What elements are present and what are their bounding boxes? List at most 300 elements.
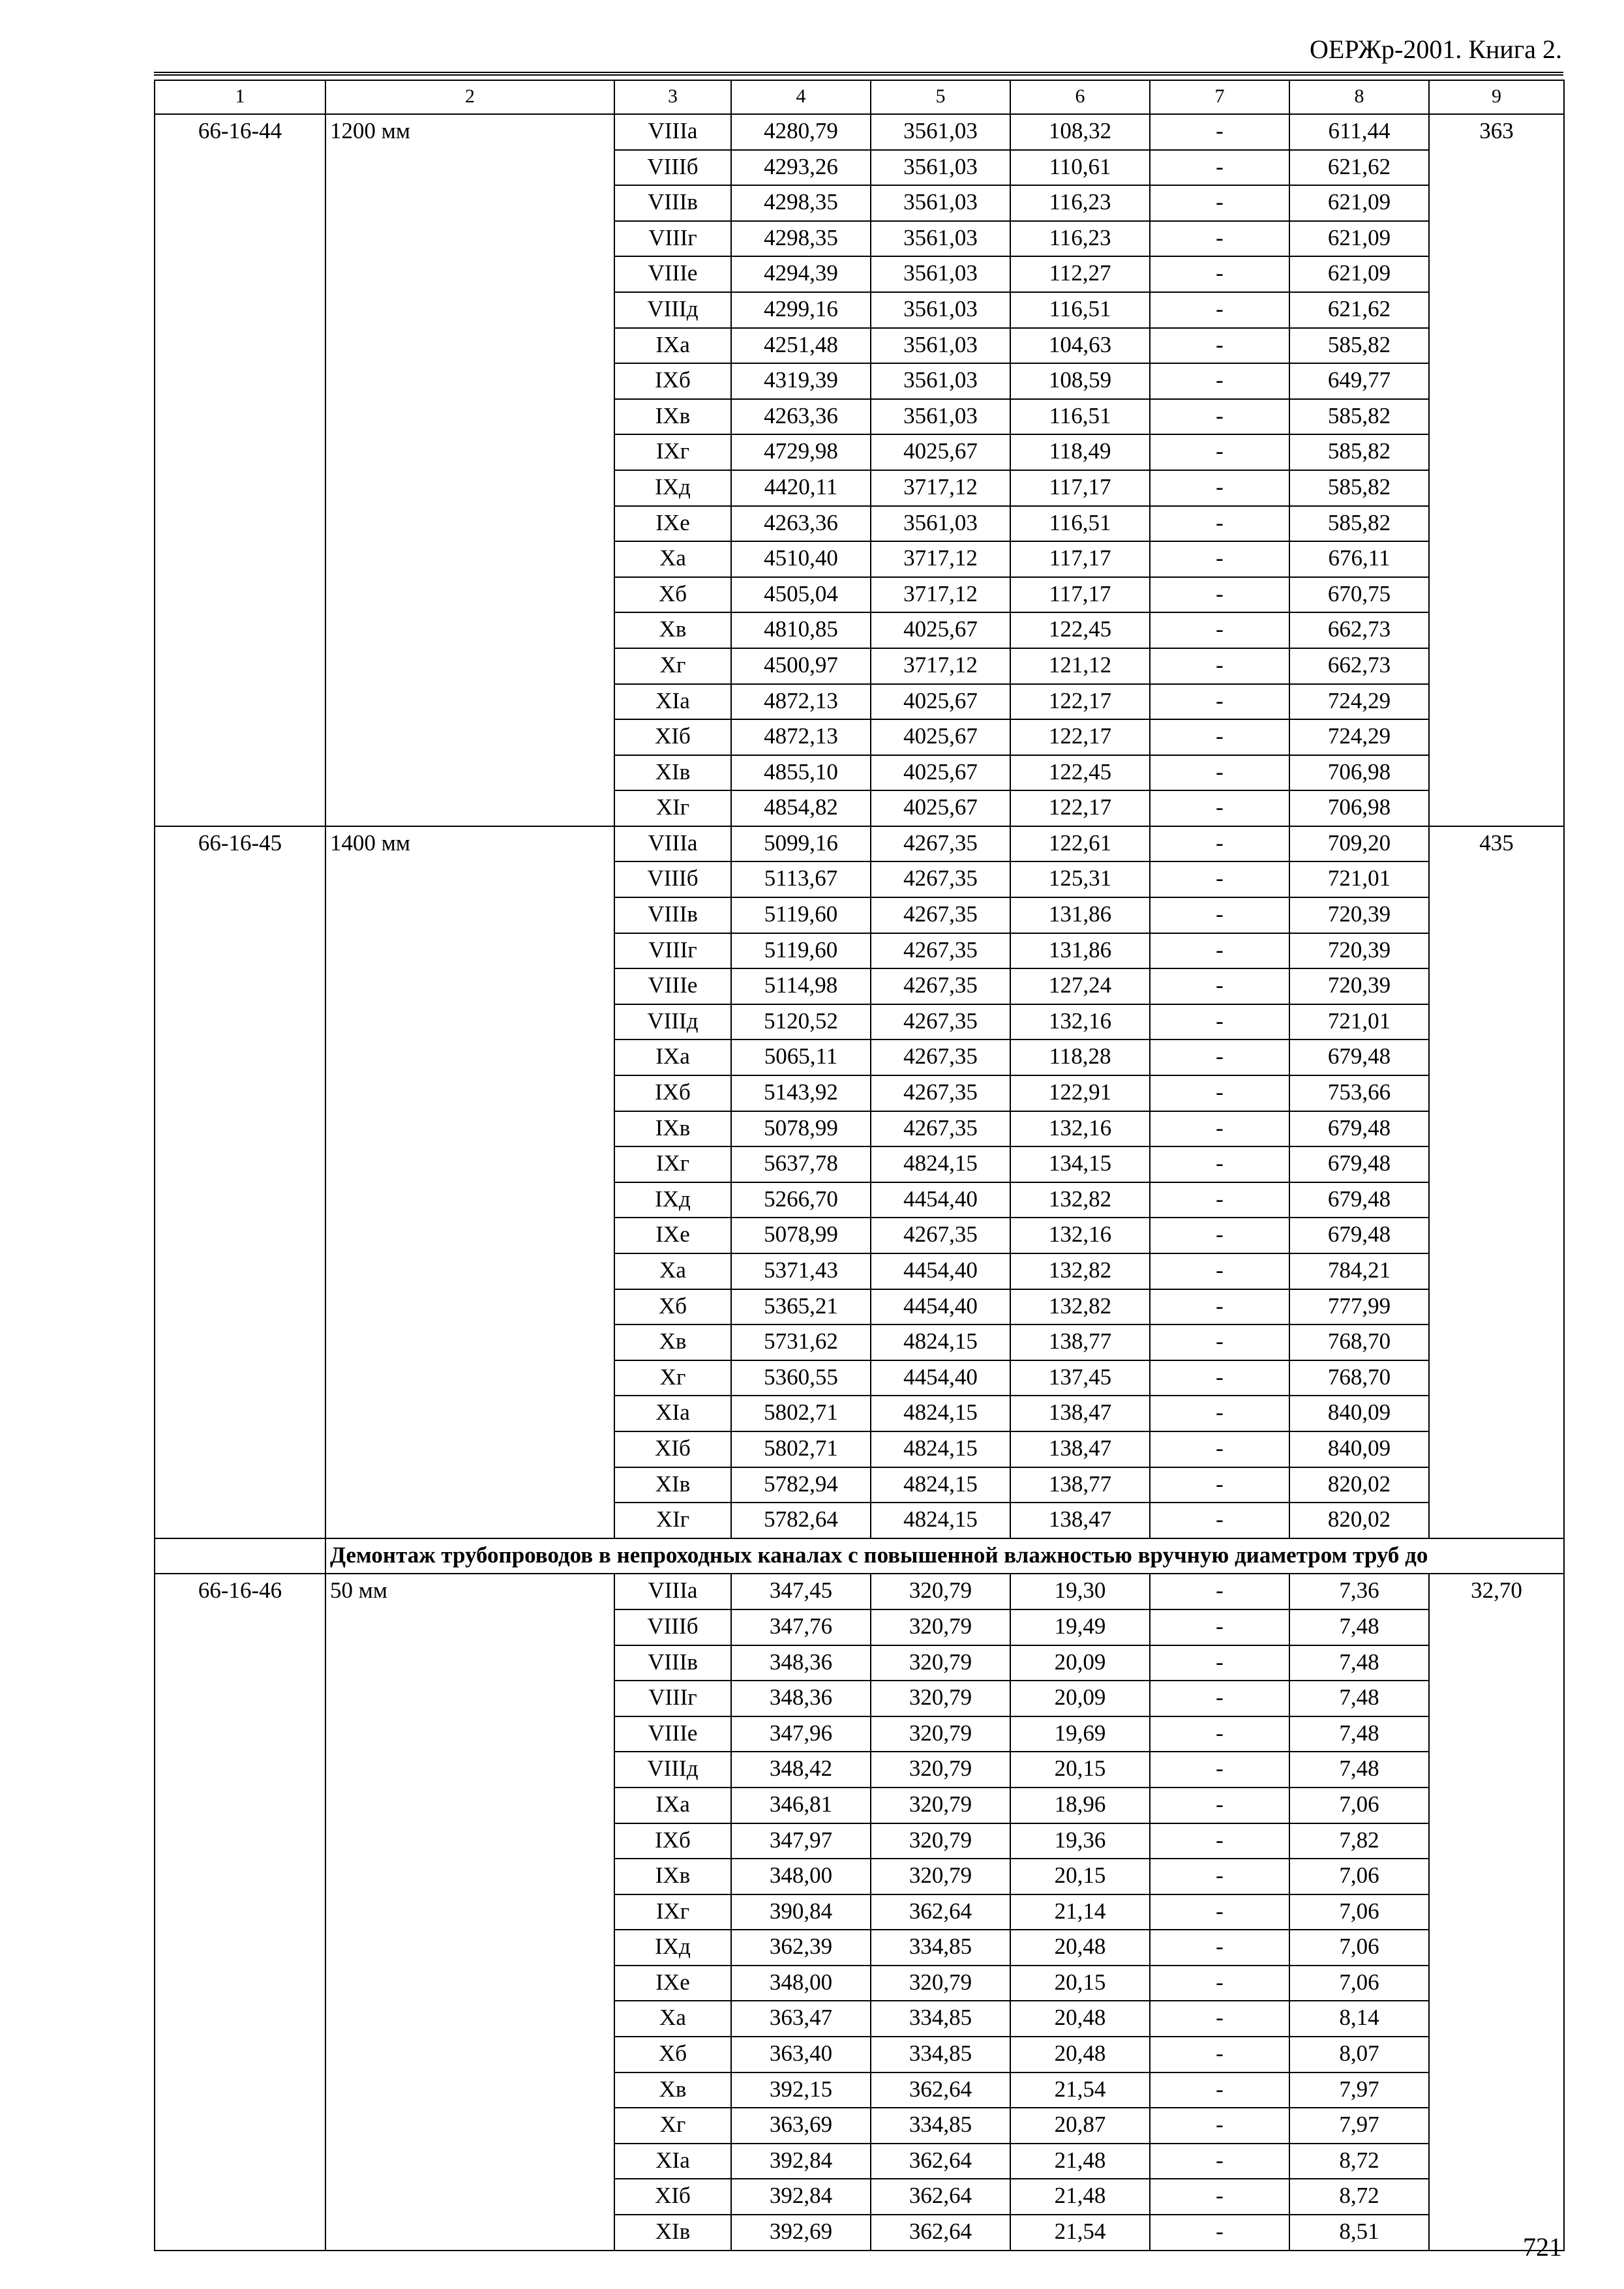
materials-cost-cell: 7,97 [1289, 2108, 1429, 2144]
zone-cell: VIIIа [614, 114, 731, 150]
driver-cost-cell: - [1150, 1823, 1289, 1859]
labor-cost-cell: 3561,03 [871, 256, 1010, 292]
machine-cost-cell: 138,77 [1010, 1324, 1150, 1360]
materials-cost-cell: 768,70 [1289, 1360, 1429, 1396]
zone-cell: Xб [614, 1289, 731, 1325]
labor-cost-cell: 320,79 [871, 1788, 1010, 1823]
zone-cell: Xб [614, 577, 731, 613]
machine-cost-cell: 20,48 [1010, 2001, 1150, 2037]
machine-cost-cell: 132,82 [1010, 1253, 1150, 1289]
zone-cell: VIIIд [614, 1004, 731, 1040]
materials-cost-cell: 8,72 [1289, 2144, 1429, 2179]
machine-cost-cell: 19,49 [1010, 1609, 1150, 1645]
machine-cost-cell: 20,15 [1010, 1966, 1150, 2001]
machine-cost-cell: 18,96 [1010, 1788, 1150, 1823]
driver-cost-cell: - [1150, 150, 1289, 186]
driver-cost-cell: - [1150, 1111, 1289, 1147]
driver-cost-cell: - [1150, 328, 1289, 364]
total-cost-cell: 5782,94 [731, 1467, 871, 1503]
materials-cost-cell: 777,99 [1289, 1289, 1429, 1325]
total-cost-cell: 5065,11 [731, 1040, 871, 1075]
materials-cost-cell: 8,07 [1289, 2037, 1429, 2072]
machine-cost-cell: 117,17 [1010, 470, 1150, 506]
rate-name: 1400 мм [325, 826, 614, 1538]
materials-cost-cell: 7,06 [1289, 1894, 1429, 1930]
rate-name: 1200 мм [325, 114, 614, 826]
labor-cost-cell: 4025,67 [871, 612, 1010, 648]
materials-cost-cell: 724,29 [1289, 684, 1429, 720]
zone-cell: IXв [614, 399, 731, 435]
materials-cost-cell: 649,77 [1289, 363, 1429, 399]
materials-cost-cell: 706,98 [1289, 755, 1429, 791]
zone-cell: Xг [614, 648, 731, 684]
machine-cost-cell: 21,54 [1010, 2215, 1150, 2251]
total-cost-cell: 5078,99 [731, 1111, 871, 1147]
total-cost-cell: 347,97 [731, 1823, 871, 1859]
driver-cost-cell: - [1150, 1431, 1289, 1467]
zone-cell: Xг [614, 2108, 731, 2144]
rates-table-body [155, 80, 1564, 2251]
driver-cost-cell: - [1150, 1503, 1289, 1538]
total-cost-cell: 347,76 [731, 1609, 871, 1645]
total-cost-cell: 348,36 [731, 1681, 871, 1716]
zone-cell: IXв [614, 1111, 731, 1147]
zone-cell: IXг [614, 1894, 731, 1930]
driver-cost-cell: - [1150, 1182, 1289, 1218]
driver-cost-cell: - [1150, 1467, 1289, 1503]
driver-cost-cell: - [1150, 1716, 1289, 1752]
total-cost-cell: 4298,35 [731, 221, 871, 257]
zone-cell: VIIIб [614, 1609, 731, 1645]
total-cost-cell: 4500,97 [731, 648, 871, 684]
document-title: ОЕРЖр-2001. Книга 2. [1310, 35, 1562, 64]
total-cost-cell: 5802,71 [731, 1431, 871, 1467]
materials-cost-cell: 768,70 [1289, 1324, 1429, 1360]
labor-cost-cell: 4025,67 [871, 790, 1010, 826]
machine-cost-cell: 138,47 [1010, 1396, 1150, 1431]
total-cost-cell: 5802,71 [731, 1396, 871, 1431]
labor-cost-cell: 4267,35 [871, 861, 1010, 897]
total-cost-cell: 392,84 [731, 2144, 871, 2179]
column-number-row [155, 80, 1564, 114]
driver-cost-cell: - [1150, 968, 1289, 1004]
machine-cost-cell: 132,16 [1010, 1111, 1150, 1147]
labor-hours-cell: 363 [1429, 114, 1564, 826]
labor-cost-cell: 4267,35 [871, 1004, 1010, 1040]
total-cost-cell: 4810,85 [731, 612, 871, 648]
driver-cost-cell: - [1150, 292, 1289, 328]
driver-cost-cell: - [1150, 1752, 1289, 1788]
labor-cost-cell: 3717,12 [871, 648, 1010, 684]
driver-cost-cell: - [1150, 861, 1289, 897]
machine-cost-cell: 122,17 [1010, 684, 1150, 720]
materials-cost-cell: 621,09 [1289, 256, 1429, 292]
total-cost-cell: 348,42 [731, 1752, 871, 1788]
zone-cell: XIб [614, 719, 731, 755]
machine-cost-cell: 20,87 [1010, 2108, 1150, 2144]
column-number-cell: 9 [1429, 80, 1564, 114]
driver-cost-cell: - [1150, 1218, 1289, 1253]
zone-cell: VIIIб [614, 861, 731, 897]
driver-cost-cell: - [1150, 185, 1289, 221]
labor-cost-cell: 3561,03 [871, 363, 1010, 399]
page-number: 721 [1523, 2232, 1562, 2262]
labor-cost-cell: 362,64 [871, 2179, 1010, 2215]
materials-cost-cell: 724,29 [1289, 719, 1429, 755]
table-row [155, 826, 1564, 862]
labor-cost-cell: 320,79 [871, 1859, 1010, 1894]
driver-cost-cell: - [1150, 1788, 1289, 1823]
total-cost-cell: 5365,21 [731, 1289, 871, 1325]
total-cost-cell: 4505,04 [731, 577, 871, 613]
driver-cost-cell: - [1150, 612, 1289, 648]
zone-cell: VIIIв [614, 185, 731, 221]
machine-cost-cell: 20,09 [1010, 1645, 1150, 1681]
total-cost-cell: 4299,16 [731, 292, 871, 328]
labor-cost-cell: 4025,67 [871, 755, 1010, 791]
machine-cost-cell: 132,16 [1010, 1004, 1150, 1040]
labor-cost-cell: 4025,67 [871, 434, 1010, 470]
zone-cell: IXд [614, 1930, 731, 1966]
zone-cell: Xа [614, 1253, 731, 1289]
machine-cost-cell: 118,49 [1010, 434, 1150, 470]
column-number-cell: 8 [1289, 80, 1429, 114]
labor-cost-cell: 362,64 [871, 1894, 1010, 1930]
column-number-cell: 4 [731, 80, 871, 114]
labor-cost-cell: 320,79 [871, 1681, 1010, 1716]
driver-cost-cell: - [1150, 256, 1289, 292]
machine-cost-cell: 20,15 [1010, 1752, 1150, 1788]
labor-cost-cell: 4025,67 [871, 684, 1010, 720]
labor-cost-cell: 362,64 [871, 2144, 1010, 2179]
labor-cost-cell: 4824,15 [871, 1146, 1010, 1182]
labor-cost-cell: 3561,03 [871, 506, 1010, 542]
driver-cost-cell: - [1150, 2215, 1289, 2251]
zone-cell: IXе [614, 506, 731, 542]
materials-cost-cell: 720,39 [1289, 897, 1429, 933]
materials-cost-cell: 840,09 [1289, 1396, 1429, 1431]
total-cost-cell: 363,40 [731, 2037, 871, 2072]
materials-cost-cell: 7,48 [1289, 1609, 1429, 1645]
section-empty-cell [155, 1538, 325, 1574]
driver-cost-cell: - [1150, 114, 1289, 150]
total-cost-cell: 5143,92 [731, 1075, 871, 1111]
driver-cost-cell: - [1150, 1146, 1289, 1182]
labor-cost-cell: 334,85 [871, 2037, 1010, 2072]
machine-cost-cell: 116,23 [1010, 221, 1150, 257]
total-cost-cell: 4729,98 [731, 434, 871, 470]
materials-cost-cell: 8,14 [1289, 2001, 1429, 2037]
labor-cost-cell: 3717,12 [871, 577, 1010, 613]
zone-cell: VIIIг [614, 933, 731, 969]
column-number-cell: 1 [155, 80, 325, 114]
rates-table [154, 80, 1565, 2251]
materials-cost-cell: 621,09 [1289, 221, 1429, 257]
zone-cell: IXе [614, 1218, 731, 1253]
labor-cost-cell: 3561,03 [871, 328, 1010, 364]
machine-cost-cell: 116,51 [1010, 292, 1150, 328]
machine-cost-cell: 108,32 [1010, 114, 1150, 150]
total-cost-cell: 392,15 [731, 2072, 871, 2108]
zone-cell: IXа [614, 1788, 731, 1823]
zone-cell: Xа [614, 2001, 731, 2037]
zone-cell: XIв [614, 755, 731, 791]
labor-cost-cell: 4267,35 [871, 1111, 1010, 1147]
materials-cost-cell: 721,01 [1289, 1004, 1429, 1040]
materials-cost-cell: 670,75 [1289, 577, 1429, 613]
driver-cost-cell: - [1150, 897, 1289, 933]
labor-hours-cell: 435 [1429, 826, 1564, 1538]
machine-cost-cell: 112,27 [1010, 256, 1150, 292]
machine-cost-cell: 122,17 [1010, 790, 1150, 826]
total-cost-cell: 390,84 [731, 1894, 871, 1930]
column-number-cell: 2 [325, 80, 614, 114]
labor-cost-cell: 4454,40 [871, 1253, 1010, 1289]
total-cost-cell: 363,69 [731, 2108, 871, 2144]
zone-cell: VIIIа [614, 826, 731, 862]
machine-cost-cell: 19,69 [1010, 1716, 1150, 1752]
driver-cost-cell: - [1150, 1930, 1289, 1966]
driver-cost-cell: - [1150, 1645, 1289, 1681]
machine-cost-cell: 131,86 [1010, 933, 1150, 969]
machine-cost-cell: 138,47 [1010, 1431, 1150, 1467]
labor-cost-cell: 334,85 [871, 2001, 1010, 2037]
table-row [155, 1574, 1564, 1609]
labor-cost-cell: 4267,35 [871, 933, 1010, 969]
materials-cost-cell: 621,09 [1289, 185, 1429, 221]
driver-cost-cell: - [1150, 577, 1289, 613]
driver-cost-cell: - [1150, 1075, 1289, 1111]
driver-cost-cell: - [1150, 1253, 1289, 1289]
materials-cost-cell: 784,21 [1289, 1253, 1429, 1289]
zone-cell: XIв [614, 2215, 731, 2251]
labor-cost-cell: 4267,35 [871, 1040, 1010, 1075]
driver-cost-cell: - [1150, 1609, 1289, 1645]
total-cost-cell: 4872,13 [731, 684, 871, 720]
machine-cost-cell: 138,47 [1010, 1503, 1150, 1538]
driver-cost-cell: - [1150, 363, 1289, 399]
zone-cell: Xв [614, 612, 731, 648]
driver-cost-cell: - [1150, 1894, 1289, 1930]
materials-cost-cell: 585,82 [1289, 470, 1429, 506]
labor-cost-cell: 4267,35 [871, 1218, 1010, 1253]
total-cost-cell: 5099,16 [731, 826, 871, 862]
machine-cost-cell: 21,14 [1010, 1894, 1150, 1930]
total-cost-cell: 5119,60 [731, 897, 871, 933]
labor-cost-cell: 3561,03 [871, 292, 1010, 328]
machine-cost-cell: 20,15 [1010, 1859, 1150, 1894]
machine-cost-cell: 19,36 [1010, 1823, 1150, 1859]
machine-cost-cell: 132,82 [1010, 1289, 1150, 1325]
total-cost-cell: 4263,36 [731, 399, 871, 435]
labor-cost-cell: 320,79 [871, 1609, 1010, 1645]
total-cost-cell: 5637,78 [731, 1146, 871, 1182]
zone-cell: XIб [614, 1431, 731, 1467]
total-cost-cell: 348,00 [731, 1966, 871, 2001]
zone-cell: XIб [614, 2179, 731, 2215]
labor-cost-cell: 3561,03 [871, 221, 1010, 257]
driver-cost-cell: - [1150, 1360, 1289, 1396]
labor-cost-cell: 334,85 [871, 1930, 1010, 1966]
machine-cost-cell: 137,45 [1010, 1360, 1150, 1396]
zone-cell: VIIIе [614, 968, 731, 1004]
driver-cost-cell: - [1150, 684, 1289, 720]
zone-cell: Xг [614, 1360, 731, 1396]
labor-cost-cell: 4025,67 [871, 719, 1010, 755]
total-cost-cell: 347,96 [731, 1716, 871, 1752]
total-cost-cell: 392,84 [731, 2179, 871, 2215]
driver-cost-cell: - [1150, 399, 1289, 435]
zone-cell: IXб [614, 1823, 731, 1859]
labor-cost-cell: 4267,35 [871, 968, 1010, 1004]
materials-cost-cell: 621,62 [1289, 292, 1429, 328]
driver-cost-cell: - [1150, 2144, 1289, 2179]
total-cost-cell: 4251,48 [731, 328, 871, 364]
driver-cost-cell: - [1150, 648, 1289, 684]
driver-cost-cell: - [1150, 1574, 1289, 1609]
machine-cost-cell: 138,77 [1010, 1467, 1150, 1503]
section-title-row [155, 1538, 1564, 1574]
zone-cell: IXд [614, 1182, 731, 1218]
machine-cost-cell: 127,24 [1010, 968, 1150, 1004]
labor-cost-cell: 320,79 [871, 1966, 1010, 2001]
materials-cost-cell: 662,73 [1289, 648, 1429, 684]
labor-cost-cell: 4267,35 [871, 897, 1010, 933]
total-cost-cell: 362,39 [731, 1930, 871, 1966]
driver-cost-cell: - [1150, 1004, 1289, 1040]
materials-cost-cell: 7,48 [1289, 1752, 1429, 1788]
total-cost-cell: 4420,11 [731, 470, 871, 506]
total-cost-cell: 5119,60 [731, 933, 871, 969]
materials-cost-cell: 721,01 [1289, 861, 1429, 897]
zone-cell: XIа [614, 684, 731, 720]
total-cost-cell: 5782,64 [731, 1503, 871, 1538]
zone-cell: XIв [614, 1467, 731, 1503]
total-cost-cell: 4319,39 [731, 363, 871, 399]
labor-cost-cell: 3561,03 [871, 114, 1010, 150]
labor-hours-cell: 32,70 [1429, 1574, 1564, 2250]
header-double-rule [154, 72, 1563, 76]
labor-cost-cell: 320,79 [871, 1752, 1010, 1788]
materials-cost-cell: 8,72 [1289, 2179, 1429, 2215]
machine-cost-cell: 20,48 [1010, 1930, 1150, 1966]
materials-cost-cell: 679,48 [1289, 1111, 1429, 1147]
zone-cell: XIг [614, 790, 731, 826]
machine-cost-cell: 20,09 [1010, 1681, 1150, 1716]
materials-cost-cell: 709,20 [1289, 826, 1429, 862]
materials-cost-cell: 585,82 [1289, 434, 1429, 470]
total-cost-cell: 5078,99 [731, 1218, 871, 1253]
total-cost-cell: 5120,52 [731, 1004, 871, 1040]
labor-cost-cell: 4454,40 [871, 1182, 1010, 1218]
machine-cost-cell: 108,59 [1010, 363, 1150, 399]
driver-cost-cell: - [1150, 434, 1289, 470]
driver-cost-cell: - [1150, 755, 1289, 791]
zone-cell: XIа [614, 1396, 731, 1431]
total-cost-cell: 348,36 [731, 1645, 871, 1681]
zone-cell: IXг [614, 434, 731, 470]
driver-cost-cell: - [1150, 1681, 1289, 1716]
materials-cost-cell: 585,82 [1289, 328, 1429, 364]
total-cost-cell: 4298,35 [731, 185, 871, 221]
machine-cost-cell: 122,17 [1010, 719, 1150, 755]
rate-code: 66-16-46 [155, 1574, 325, 2250]
driver-cost-cell: - [1150, 1289, 1289, 1325]
materials-cost-cell: 840,09 [1289, 1431, 1429, 1467]
total-cost-cell: 5113,67 [731, 861, 871, 897]
materials-cost-cell: 820,02 [1289, 1503, 1429, 1538]
materials-cost-cell: 820,02 [1289, 1467, 1429, 1503]
total-cost-cell: 347,45 [731, 1574, 871, 1609]
machine-cost-cell: 110,61 [1010, 150, 1150, 186]
driver-cost-cell: - [1150, 221, 1289, 257]
driver-cost-cell: - [1150, 2179, 1289, 2215]
total-cost-cell: 348,00 [731, 1859, 871, 1894]
materials-cost-cell: 706,98 [1289, 790, 1429, 826]
materials-cost-cell: 7,06 [1289, 1966, 1429, 2001]
total-cost-cell: 4872,13 [731, 719, 871, 755]
table-row [155, 114, 1564, 150]
total-cost-cell: 346,81 [731, 1788, 871, 1823]
driver-cost-cell: - [1150, 933, 1289, 969]
total-cost-cell: 4280,79 [731, 114, 871, 150]
labor-cost-cell: 3561,03 [871, 150, 1010, 186]
machine-cost-cell: 116,23 [1010, 185, 1150, 221]
materials-cost-cell: 720,39 [1289, 933, 1429, 969]
zone-cell: IXв [614, 1859, 731, 1894]
total-cost-cell: 4293,26 [731, 150, 871, 186]
column-number-cell: 7 [1150, 80, 1289, 114]
zone-cell: IXа [614, 1040, 731, 1075]
materials-cost-cell: 585,82 [1289, 399, 1429, 435]
machine-cost-cell: 132,82 [1010, 1182, 1150, 1218]
machine-cost-cell: 21,48 [1010, 2179, 1150, 2215]
driver-cost-cell: - [1150, 826, 1289, 862]
labor-cost-cell: 4824,15 [871, 1431, 1010, 1467]
driver-cost-cell: - [1150, 1040, 1289, 1075]
zone-cell: VIIIг [614, 221, 731, 257]
zone-cell: VIIIа [614, 1574, 731, 1609]
machine-cost-cell: 21,48 [1010, 2144, 1150, 2179]
machine-cost-cell: 122,45 [1010, 612, 1150, 648]
materials-cost-cell: 7,36 [1289, 1574, 1429, 1609]
labor-cost-cell: 4454,40 [871, 1289, 1010, 1325]
labor-cost-cell: 4267,35 [871, 826, 1010, 862]
machine-cost-cell: 118,28 [1010, 1040, 1150, 1075]
materials-cost-cell: 662,73 [1289, 612, 1429, 648]
machine-cost-cell: 132,16 [1010, 1218, 1150, 1253]
zone-cell: IXа [614, 328, 731, 364]
labor-cost-cell: 4824,15 [871, 1503, 1010, 1538]
total-cost-cell: 392,69 [731, 2215, 871, 2251]
total-cost-cell: 5360,55 [731, 1360, 871, 1396]
zone-cell: VIIIд [614, 292, 731, 328]
total-cost-cell: 4263,36 [731, 506, 871, 542]
column-number-cell: 5 [871, 80, 1010, 114]
driver-cost-cell: - [1150, 2001, 1289, 2037]
machine-cost-cell: 19,30 [1010, 1574, 1150, 1609]
materials-cost-cell: 679,48 [1289, 1146, 1429, 1182]
total-cost-cell: 4294,39 [731, 256, 871, 292]
machine-cost-cell: 122,45 [1010, 755, 1150, 791]
materials-cost-cell: 720,39 [1289, 968, 1429, 1004]
machine-cost-cell: 116,51 [1010, 506, 1150, 542]
driver-cost-cell: - [1150, 2072, 1289, 2108]
machine-cost-cell: 117,17 [1010, 577, 1150, 613]
zone-cell: Xв [614, 1324, 731, 1360]
total-cost-cell: 5731,62 [731, 1324, 871, 1360]
materials-cost-cell: 621,62 [1289, 150, 1429, 186]
